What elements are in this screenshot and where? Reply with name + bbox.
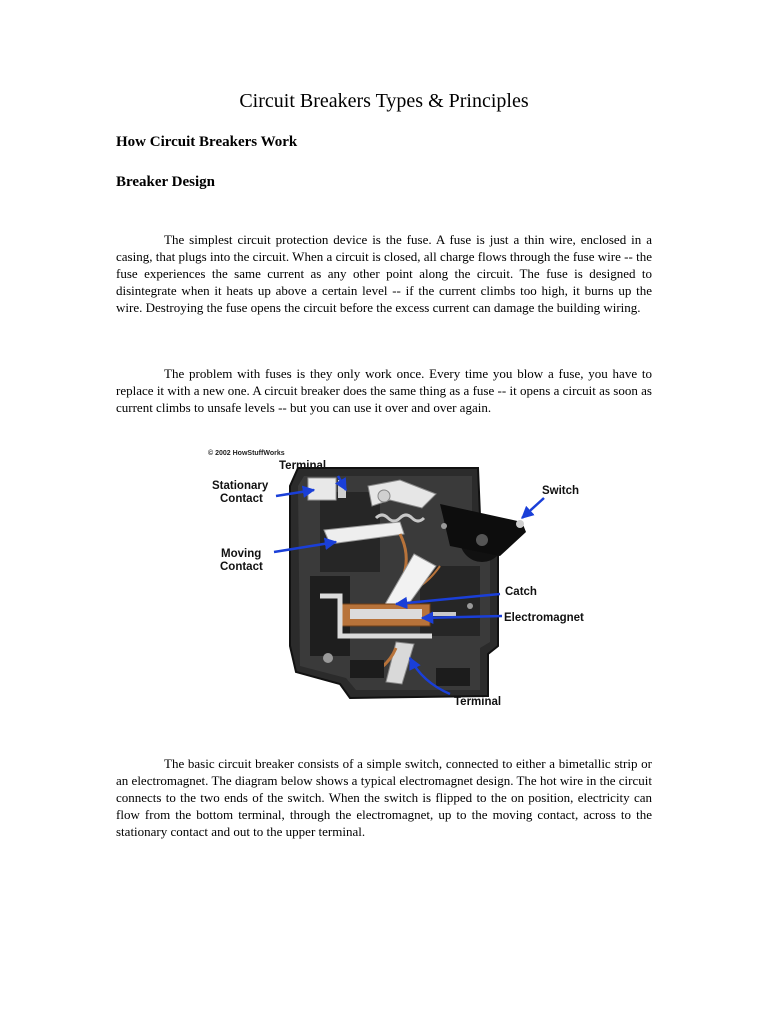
label-stationary-contact-line2: Contact bbox=[220, 493, 263, 505]
paragraph-breaker-basics bbox=[116, 755, 652, 840]
label-terminal-bottom: Terminal bbox=[454, 696, 502, 708]
paragraph-fuse-problem bbox=[116, 365, 652, 416]
section-heading: How Circuit Breakers Work bbox=[116, 134, 298, 150]
label-terminal-top: Terminal bbox=[279, 460, 327, 472]
stationary-contact-block bbox=[308, 478, 336, 500]
paragraph-fuse-text: The simplest circuit protection device is the fuse. A fuse is just a thin wire, enclosed in a casing, that plugs into the circuit. When a circuit is closed, all charge flows through the fuse wire -- the fuse experiences the same current as any other point along the circuit. The fuse is designed to disintegrate when it heats up above a certain level -- if the current climbs too high, it burns up the wire. Destroying the fuse opens the circuit before the excess current can damage the building wiring. bbox=[116, 232, 652, 315]
paragraph-breaker-basics-text: The basic circuit breaker consists of a simple switch, connected to either a bimetallic strip or an electromagnet. The diagram below shows a typical electromagnet design. The hot wire in the circuit connects to the two ends of the switch. When the switch is flipped to the on position, electricity can flow from the bottom terminal, through the electromagnet, up to the moving contact, across to the stationary contact and out to the upper terminal. bbox=[116, 756, 652, 839]
breaker-illustration bbox=[200, 446, 600, 711]
subsection-heading: Breaker Design bbox=[116, 174, 216, 190]
label-electromagnet: Electromagnet bbox=[504, 612, 584, 624]
label-moving-contact-line2: Contact bbox=[220, 561, 263, 573]
label-catch: Catch bbox=[505, 586, 537, 598]
label-switch: Switch bbox=[542, 485, 580, 497]
page-title: Circuit Breakers Types & Principles bbox=[239, 90, 529, 112]
arrow-switch bbox=[522, 498, 544, 518]
circuit-breaker-diagram bbox=[200, 446, 600, 711]
label-stationary-contact-line1: Stationary bbox=[212, 480, 269, 492]
label-moving-contact-line1: Moving bbox=[221, 548, 262, 560]
paragraph-fuse-problem-text: The problem with fuses is they only work once. Every time you blow a fuse, you have to replace it with a new one. A circuit breaker does the same thing as a fuse -- it opens a circuit as soon as current climbs to unsafe levels -- but you can use it over and over again. bbox=[116, 366, 652, 415]
paragraph-fuse bbox=[116, 231, 652, 316]
figure-copyright: © 2002 HowStuffWorks bbox=[208, 450, 285, 457]
